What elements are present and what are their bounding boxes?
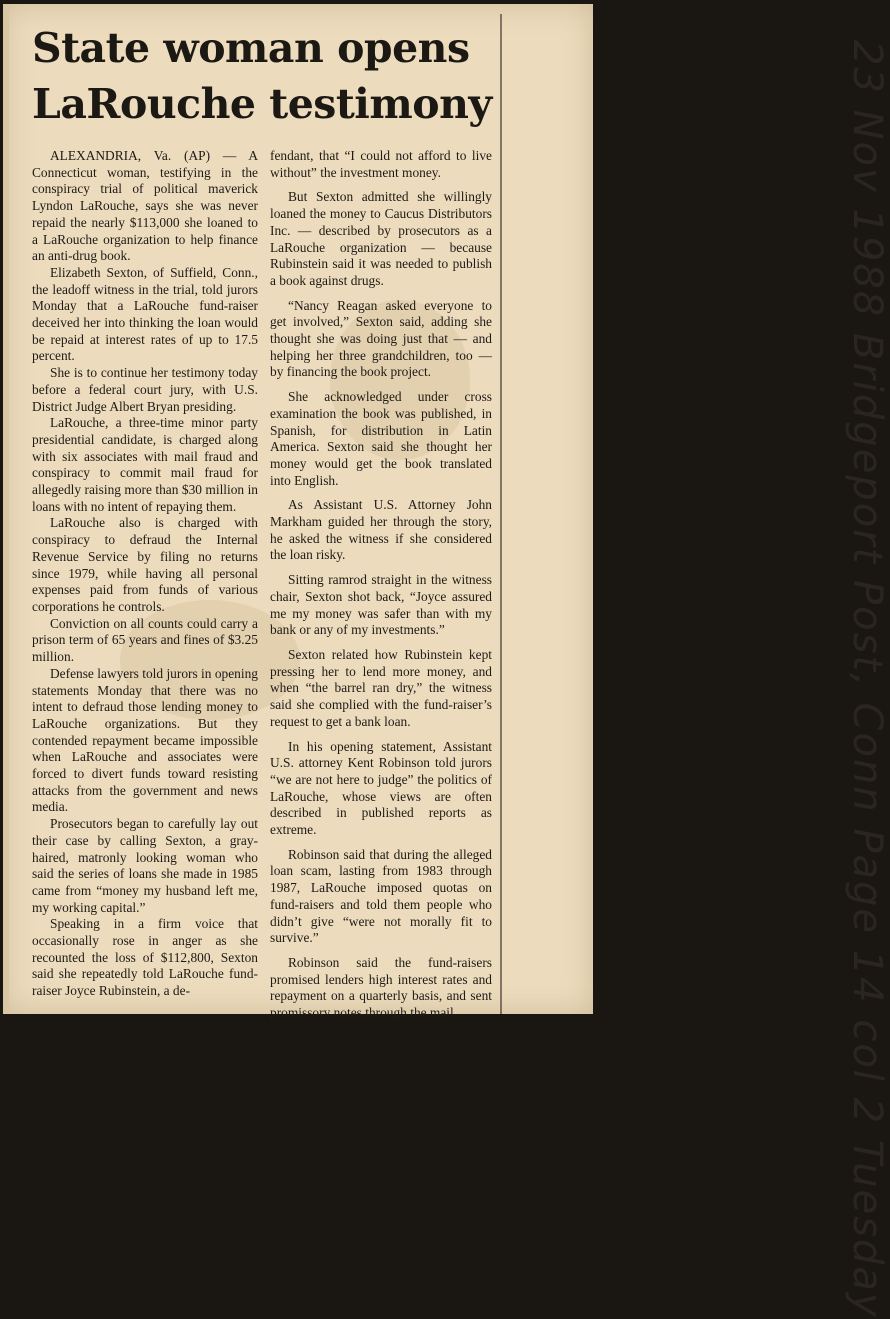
- paragraph: Robinson said that during the alleged loan scam, lasting from 1983 through 1987, LaRouche imposed quotas on fund-raisers and told them people who didn’t give “were not morally fit to survive.”: [270, 846, 492, 946]
- paragraph: “Nancy Reagan asked everyone to get involved,” Sexton said, adding she thought she was doing just that — and helping her three grandchildren, too — by financing the book project.: [270, 297, 492, 380]
- margin-rule: [500, 14, 502, 1014]
- paragraph: Speaking in a firm voice that occasionally rose in anger as she recounted the loss of $112,800, Sexton said she repeatedly told LaRouche fund-raiser Joyce Rubinstein, a de-: [32, 916, 258, 999]
- paragraph: As Assistant U.S. Attorney John Markham guided her through the story, he asked the witness if she considered the loan risky.: [270, 497, 492, 563]
- paragraph: But Sexton admitted she willingly loaned the money to Caucus Distributors Inc. — described by prosecutors as a LaRouche organization — because Rubinstein said it was needed to publish a book against drugs.: [270, 189, 492, 288]
- paragraph: She acknowledged under cross examination the book was published, in Spanish, for distribution in Latin America. Sexton said she thought her money would get the book translated into English.: [270, 389, 492, 488]
- paragraph: In his opening statement, Assistant U.S. attorney Kent Robinson told jurors “we are not here to judge” the politics of LaRouche, whose views are often described in published reports as extreme.: [270, 738, 492, 838]
- paragraph: Conviction on all counts could carry a prison term of 65 years and fines of $3.25 million.: [32, 615, 258, 665]
- paragraph: LaRouche also is charged with conspiracy to defraud the Internal Revenue Service by filing no returns since 1979, while having all personal expenses paid from funds of various corporations he controls.: [32, 515, 258, 614]
- paragraph: fendant, that “I could not afford to live without” the investment money.: [270, 148, 492, 180]
- paragraph: LaRouche, a three-time minor party presidential candidate, is charged along with six associates with mail fraud and conspiracy to commit mail fraud for allegedly raising more than $30 million in loans with no intent of repaying them.: [32, 415, 258, 514]
- paragraph: Prosecutors began to carefully lay out their case by calling Sexton, a gray-haired, matronly looking woman who said the series of loans she made in 1985 came from “money my husband left me, my working capital.”: [32, 816, 258, 915]
- article-headline: State woman opens LaRouche testimony: [32, 24, 492, 128]
- paragraph: ALEXANDRIA, Va. (AP) — A Connecticut woman, testifying in the conspiracy trial of political maverick Lyndon LaRouche, says she was never repaid the nearly $113,000 she loaned to a LaRouche organization to help finance an anti-drug book.: [32, 148, 258, 264]
- paragraph: Sexton related how Rubinstein kept pressing her to lend more money, and when “the barrel ran dry,” the witness said she complied with the fund-raiser’s request to get a bank loan.: [270, 646, 492, 729]
- article-column-right: [270, 148, 492, 1030]
- paragraph: Sitting ramrod straight in the witness chair, Sexton shot back, “Joyce assured me my money was safer than with my bank or any of my investments.”: [270, 572, 492, 638]
- article-column-left: [32, 148, 258, 1000]
- clipping-edge: [3, 4, 9, 1014]
- paragraph: Robinson said the fund-raisers promised lenders high interest rates and repayment on a quarterly basis, and sent promissory notes through the mail.: [270, 954, 492, 1021]
- paragraph: She is to continue her testimony today before a federal court jury, with U.S. District Judge Albert Bryan presiding.: [32, 365, 258, 414]
- paragraph: Elizabeth Sexton, of Suffield, Conn., the leadoff witness in the trial, told jurors Monday that a LaRouche fund-raiser deceived her into thinking the loan would be repaid at interest rates of up to 17.5 percent.: [32, 264, 258, 364]
- handwritten-source-note: 23 Nov 1988 Bridgeport Post, Conn Page 14 col 2 Tuesday: [844, 40, 890, 1319]
- paragraph: Defense lawyers told jurors in opening statements Monday that there was no intent to defraud those lending money to LaRouche organizations. But they contended repayment became impossible when LaRouche and associates were forced to divert funds toward resisting attacks from the government and news media.: [32, 665, 258, 815]
